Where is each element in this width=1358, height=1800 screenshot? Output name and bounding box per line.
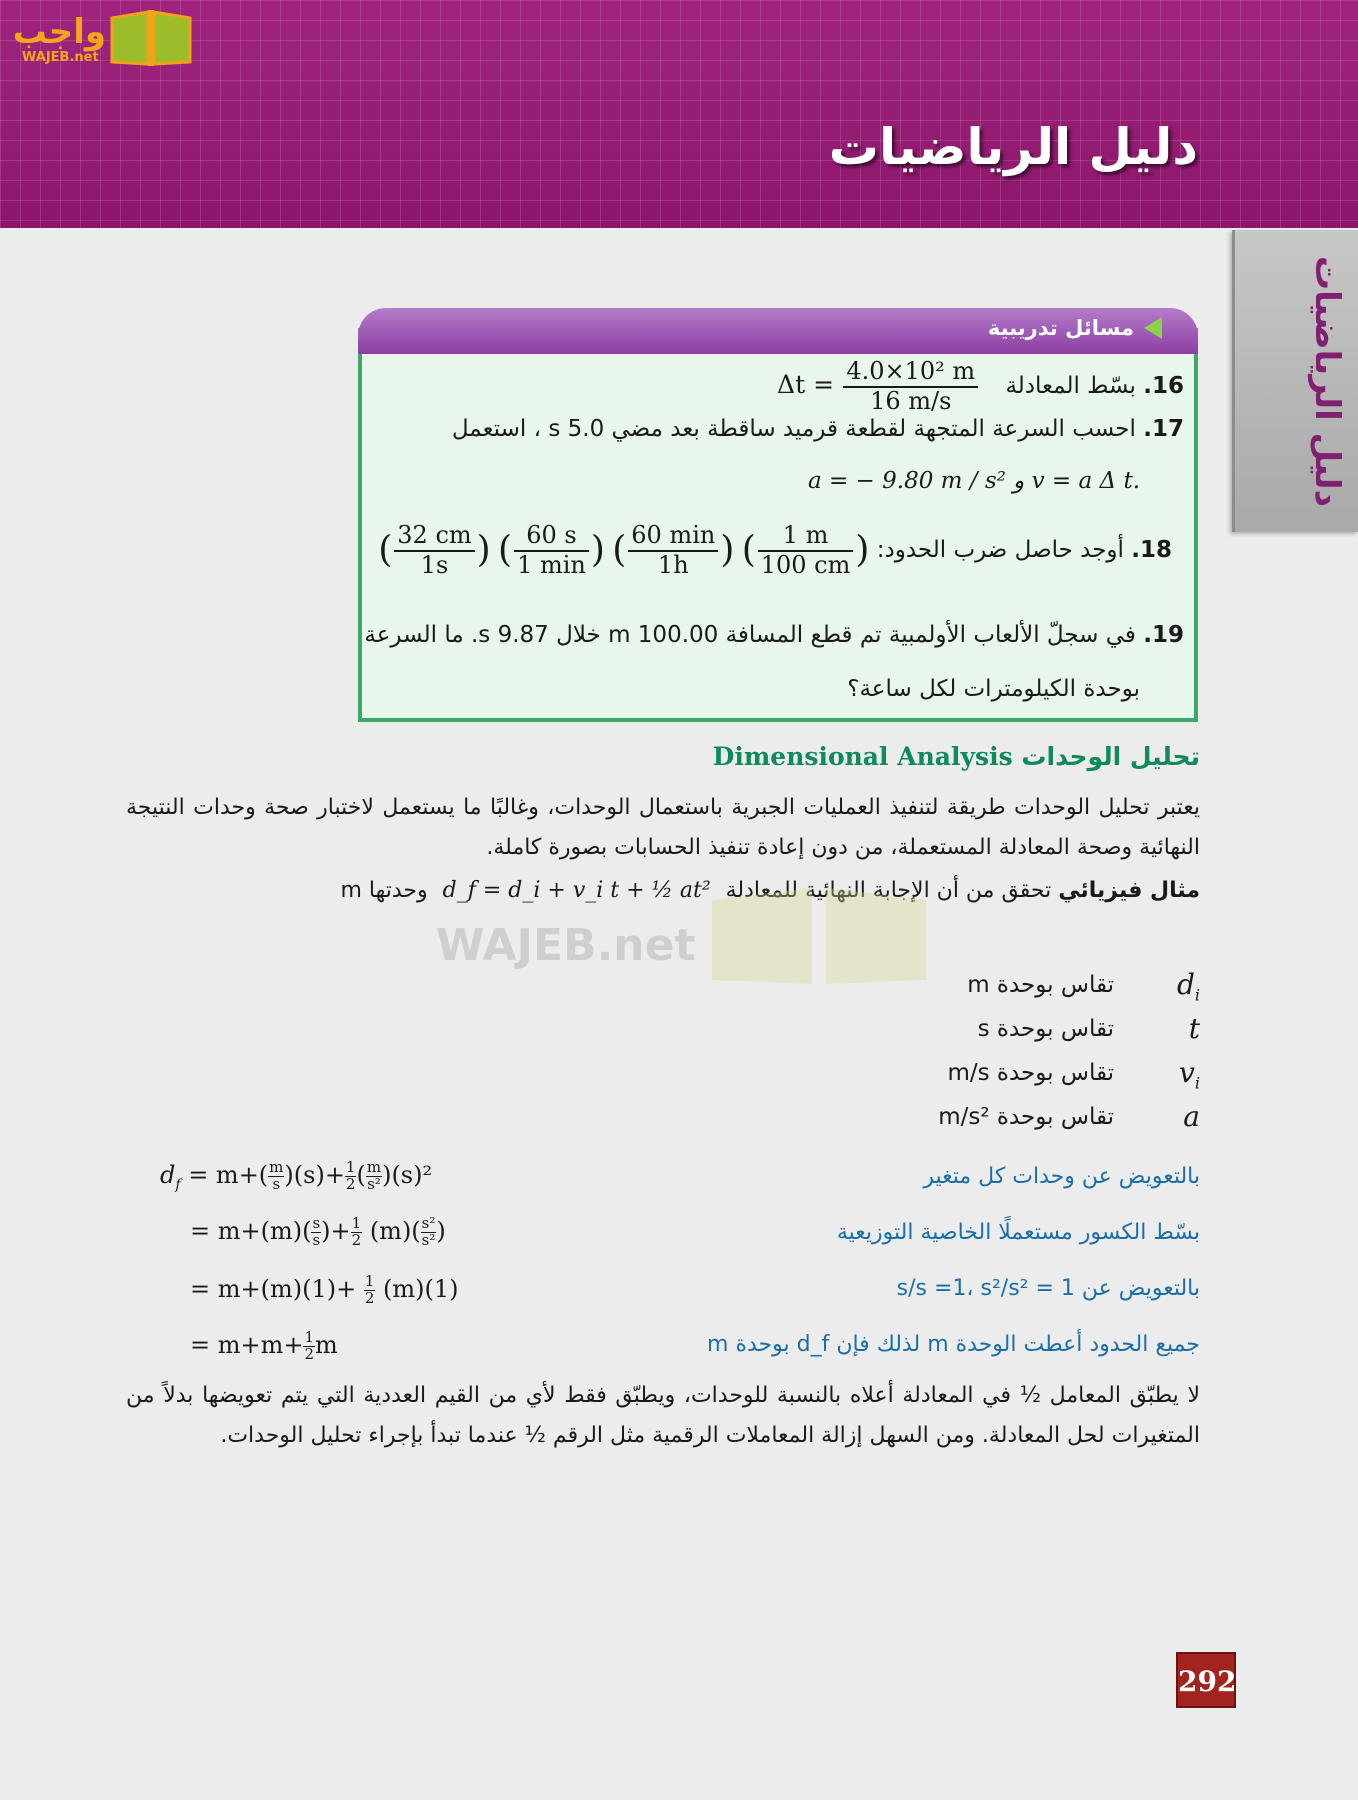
step-label: بالتعويض عن s/s =1، s²/s² = 1 [896, 1276, 1200, 1301]
variable-unit-text: تقاس بوحدة s [977, 1016, 1114, 1042]
variable-unit-text: تقاس بوحدة m/s [947, 1060, 1114, 1086]
section-title-en: Dimensional Analysis [712, 742, 1013, 771]
example-tail: وحدتها m [340, 878, 428, 903]
frac-numerator: 60 min [628, 522, 718, 552]
step-label: جميع الحدود أعطت الوحدة m لذلك فإن d_f بوحدة m [707, 1332, 1200, 1357]
problem-text: في سجلّ الألعاب الأولمبية تم قطع المسافة 100.00 m خلال 9.87 s. ما السرعة [364, 622, 1136, 648]
example-label: مثال فيزيائي [1058, 878, 1200, 903]
triangle-arrow-icon [1144, 317, 1162, 339]
frac-numerator: 32 cm [394, 522, 474, 552]
paren: ( [378, 529, 393, 571]
section-heading [713, 742, 1200, 771]
problem-number: 18. [1131, 537, 1172, 563]
practice-problems-box [358, 316, 1198, 722]
practice-heading: مسائل تدريبية [987, 316, 1134, 340]
example-equation: d_f = d_i + v_i t + ½ at² [442, 878, 711, 903]
practice-header [358, 308, 1198, 354]
problem-text: أوجد حاصل ضرب الحدود: [876, 537, 1124, 563]
book-icon [108, 6, 194, 68]
paren: ( [741, 529, 756, 571]
paren: ) [476, 529, 491, 571]
step-equation: $d_f = m+$( $\frac{m}{s}$ )(s)+ $\frac{1}{2}$ ( $\frac{m}{\text{s²}}$ )(s)² [160, 1158, 433, 1193]
frac-denominator: 16 m/s [870, 386, 952, 415]
fraction [628, 522, 718, 579]
variable-symbol: $d_i$ [1176, 968, 1200, 1005]
side-tab-label: دليل الرياضيات [1307, 256, 1347, 508]
page-title: دليل الرياضيات [828, 118, 1198, 176]
fraction [514, 522, 589, 579]
frac-denominator: 1 min [517, 550, 586, 579]
problem-17 [452, 414, 1184, 444]
frac-numerator: 4.0×10² m [843, 358, 978, 388]
wajeb-logo[interactable] [10, 6, 190, 66]
step-equation: = m+(m)(1)+ $\frac{1}{2}$ (m)(1) [190, 1272, 459, 1307]
step-label: بالتعويض عن وحدات كل متغير [923, 1164, 1200, 1189]
section-title-ar: تحليل الوحدات [1021, 742, 1200, 771]
step-equation: = m+m+ $\frac{1}{2}$ m [190, 1328, 338, 1363]
frac-numerator: 1 m [758, 522, 854, 552]
frac-denominator: 1s [420, 550, 449, 579]
problem-text: بسّط المعادلة [1005, 373, 1136, 400]
paren: ) [590, 529, 605, 571]
example-text: تحقق من أن الإجابة النهائية للمعادلة [725, 878, 1052, 903]
equation-18 [378, 518, 869, 583]
logo-text: واجب [12, 12, 106, 52]
step-label: بسّط الكسور مستعملًا الخاصية التوزيعية [836, 1220, 1200, 1245]
frac-denominator: 1h [657, 550, 689, 579]
page-number: 292 [1176, 1652, 1236, 1708]
step-equation: = m+(m)( $\frac{s}{s}$ )+ $\frac{1}{2}$ (m)( $\frac{\text{s²}}{\text{s²}}$ ) [190, 1214, 446, 1249]
problem-18 [362, 518, 1182, 582]
paren: ( [612, 529, 627, 571]
problem-19-line2: بوحدة الكيلومترات لكل ساعة؟ [847, 676, 1140, 702]
problem-19 [364, 620, 1184, 650]
paren: ) [855, 529, 870, 571]
paren: ( [498, 529, 513, 571]
side-section-tab[interactable] [1232, 230, 1358, 532]
variable-row [800, 968, 1200, 1008]
problem-number: 16. [1143, 373, 1184, 400]
variable-symbol: a [1183, 1100, 1200, 1133]
problem-16 [777, 357, 1184, 415]
paren: ) [720, 529, 735, 571]
variable-row [800, 1056, 1200, 1096]
page-header [0, 0, 1358, 228]
watermark-text: WAJEB.net [436, 920, 696, 971]
problem-text: احسب السرعة المتجهة لقطعة قرميد ساقطة بعد مضي 5.0 s ، استعمل [451, 416, 1136, 442]
frac-numerator: 60 s [514, 522, 589, 552]
problem-number: 17. [1143, 416, 1184, 442]
variable-symbol: $v_i$ [1179, 1056, 1200, 1093]
variable-unit-text: تقاس بوحدة m/s² [938, 1104, 1114, 1130]
logo-subtext: WAJEB.net [22, 50, 99, 65]
fraction [758, 522, 854, 579]
frac-denominator: 100 cm [760, 550, 851, 579]
fraction [394, 522, 474, 579]
variable-row [800, 1012, 1200, 1052]
eq-lhs: Δt = [777, 370, 835, 400]
closing-paragraph: لا يطبّق المعامل ½ في المعادلة أعلاه بالنسبة للوحدات، ويطبّق فقط لأي من القيم العددية التي يتم تعويضها بدلاً من المتغيرات لحل المعادلة. ومن السهل إزالة المعاملات الرقمية مثل الرقم ½ عندما تبدأ بإجراء تحليل الوحدات. [126, 1383, 1200, 1448]
variable-unit-text: تقاس بوحدة m [967, 972, 1114, 998]
equation-16 [777, 358, 980, 415]
problem-17-line2: .v = a Δ t و a = − 9.80 m / s² [807, 468, 1140, 494]
problem-number: 19. [1143, 622, 1184, 648]
fraction [843, 358, 978, 415]
variable-symbol: t [1188, 1012, 1200, 1045]
variable-row [800, 1100, 1200, 1140]
intro-paragraph: يعتبر تحليل الوحدات طريقة لتنفيذ العمليات الجبرية باستعمال الوحدات، وغالبًا ما يستعمل لاختبار صحة وحدات النتيجة النهائية وصحة المعادلة المستعملة، من دون إعادة تنفيذ الحسابات بصورة كاملة. [126, 795, 1200, 860]
